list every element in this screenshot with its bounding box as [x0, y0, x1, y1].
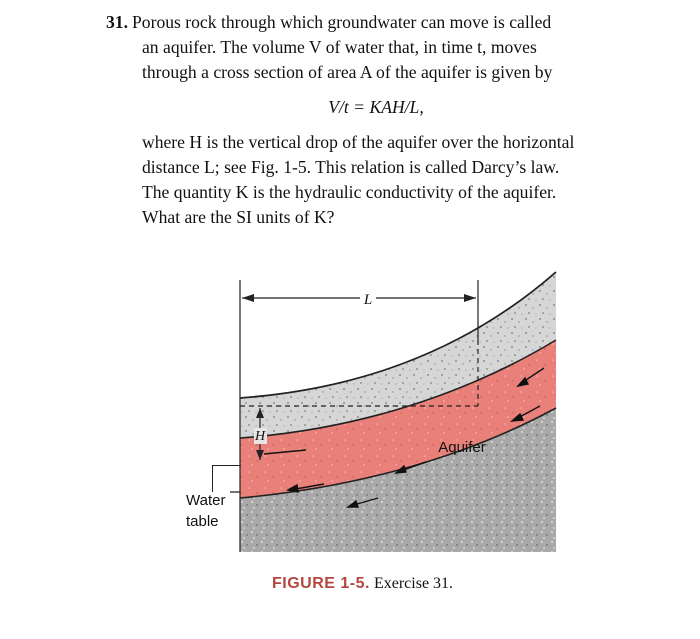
- problem-line-7: What are the SI units of K?: [142, 207, 335, 227]
- darcy-equation: V/t = KAH/L,: [328, 97, 424, 117]
- aquifer-figure: [230, 260, 570, 560]
- problem-text: [106, 10, 646, 230]
- length-label: L: [363, 292, 373, 308]
- figure-caption-text: Exercise 31.: [373, 575, 454, 592]
- water-table-label: Water table: [186, 492, 226, 530]
- problem-line-6: The quantity K is the hydraulic conductivity of the aquifer.: [142, 182, 557, 202]
- problem-line-4: where H is the vertical drop of the aquifer over the horizontal: [142, 132, 575, 152]
- problem-line-5: distance L; see Fig. 1-5. This relation is called Darcy’s law.: [142, 157, 560, 177]
- problem-line-2: an aquifer. The volume V of water that, in time t, moves: [142, 37, 537, 57]
- figure-caption-label: FIGURE 1-5.: [272, 575, 370, 592]
- problem-number: 31.: [106, 12, 128, 32]
- height-label: H: [254, 429, 266, 444]
- aquifer-label: Aquifer: [438, 439, 486, 456]
- water-table-leader: [212, 465, 241, 492]
- problem-line-3: through a cross section of area A of the aquifer is given by: [142, 62, 553, 82]
- problem-line-1: Porous rock through which groundwater can move is called: [132, 12, 552, 32]
- figure-caption: [272, 575, 453, 593]
